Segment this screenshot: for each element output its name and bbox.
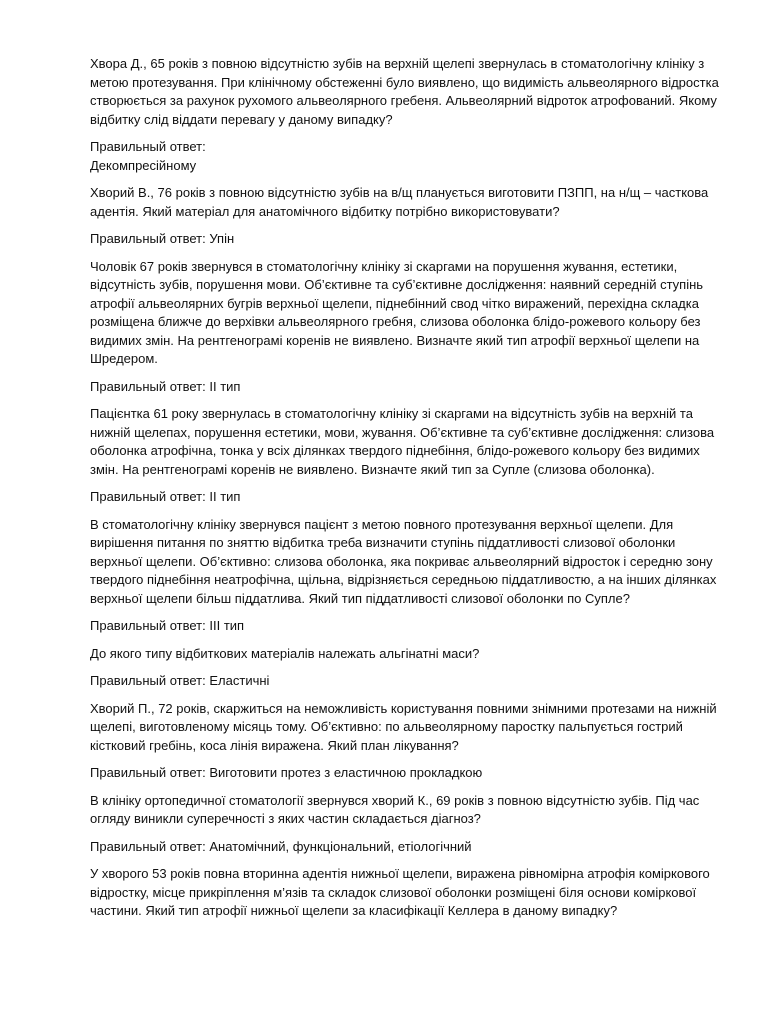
answer-line [90,764,720,783]
answer-text: Декомпресійному [90,157,197,173]
question-text: Хвора Д., 65 років з повною відсутністю зубів на верхній щелепі звернулась в стоматологічну клініку з метою протезування. При клінічному обстеженні було виявлено, що видимість альвеолярного відростка створюється за рахунок рухомого альвеолярного гребеня. Альвеолярний відроток атрофований. Якому відбитку слід віддати перевагу у даному випадку? [90,56,719,127]
answer-label: Правильный ответ: [90,231,206,246]
answer-line [90,488,720,507]
question-text: В клініку ортопедичної стоматології звернувся хворий К., 69 років з повною відсутністю зубів. Під час огляду виникли суперечності з яких частин складається діагноз? [90,792,700,826]
question-text: Хворий В., 76 років з повною відсутністю зубів на в/щ планується виготовити ПЗПП, на н/щ – часткова адентія. Який матеріал для анатомічного відбитку потрібно використовувати? [90,185,709,219]
answer-label: Правильный ответ: [90,765,206,780]
question-text: Чоловік 67 років звернувся в стоматологічну клініку зі скаргами на порушення жування, естетики, відсутність зубів, порушення мови. Об’єктивне та суб’єктивне дослідження: наявний середній ступінь атрофії альвеолярних бугрів верхньої щелепи, піднебінний свод чітко виражений, перехідна складка розміщена ближче до верхівки альвеолярного гребня, слизова оболонка блідо-рожевого кольору без видимих змін. На рентгенограмі коренів не виявлено. Визначте який тип атрофії верхньої щелепи на Шредером. [90,258,704,366]
answer-label: Правильный ответ: [90,378,206,394]
answer-text: ІІ тип [209,489,241,504]
answer-line [90,672,720,691]
answer-label: Правильный ответ: [90,838,206,854]
question-text: У хворого 53 років повна вторинна адентія нижньої щелепи, виражена рівномірна атрофія коміркового відростку, місце прикріплення м’язів та складок слизової оболонки розміщені біля основи коміркової частини. Який тип атрофії нижньої щелепи за класифікації Келлера в даному випадку? [90,866,710,918]
answer-line [90,378,720,397]
answer-text: Анатомічний, функціональний, етіологічний [209,838,472,854]
answer-text: Виготовити протез з еластичною прокладкою [209,765,483,780]
question-text: Пацієнтка 61 року звернулась в стоматологічну клініку зі скаргами на відсутність зубів на верхній та нижній щелепах, порушення естетики, мови, жування. Об’єктивне та суб’єктивне дослідження: слизова оболонка атрофічна, тонка у всіх ділянках твердого піднебіння, блідо-рожевого кольору без видимих змін. На рентгенограмі коренів не виявлено. Визначте який тип за Супле (слизова оболонка). [90,406,715,477]
question-text: В стоматологічну клініку звернувся пацієнт з метою повного протезування верхньої щелепи. Для вирішення питання по зняттю відбитка треба визначити ступінь піддатливості слизової оболонки верхньої щелепи. Об’єктивно: слизова оболонка, яка покриває альвеолярний відросток і середню зону твердого піднебіння неатрофічна, щільна, відрізняється середньою піддатливостю, а на інших ділянках верхньої щелепи більш піддатлива. Який тип піддатливості слизової оболонки по Супле? [90,516,717,606]
question-text: Хворий П., 72 років, скаржиться на неможливість користування повними знімними протезами на нижній щелепі, виготовленому місяць тому. Об’єктивно: по альвеолярному паростку пальпується гострий кістковий гребінь, коса лінія виражена. Який план лікування? [90,700,717,753]
question-text: До якого типу відбиткових матеріалів належать альгінатні маси? [90,645,480,661]
answer-text: ІІІ тип [209,618,245,633]
answer-text: ІІ тип [209,378,241,394]
answer-text: Упін [209,231,235,246]
answer-text: Еластичні [209,673,270,688]
answer-label: Правильный ответ: [90,139,206,154]
answer-line [90,230,720,249]
answer-line [90,617,720,636]
answer-label: Правильный ответ: [90,673,206,688]
answer-block [90,138,720,175]
answer-line [90,838,720,857]
answer-label: Правильный ответ: [90,489,206,504]
document-page [90,55,720,930]
answer-label: Правильный ответ: [90,618,206,633]
